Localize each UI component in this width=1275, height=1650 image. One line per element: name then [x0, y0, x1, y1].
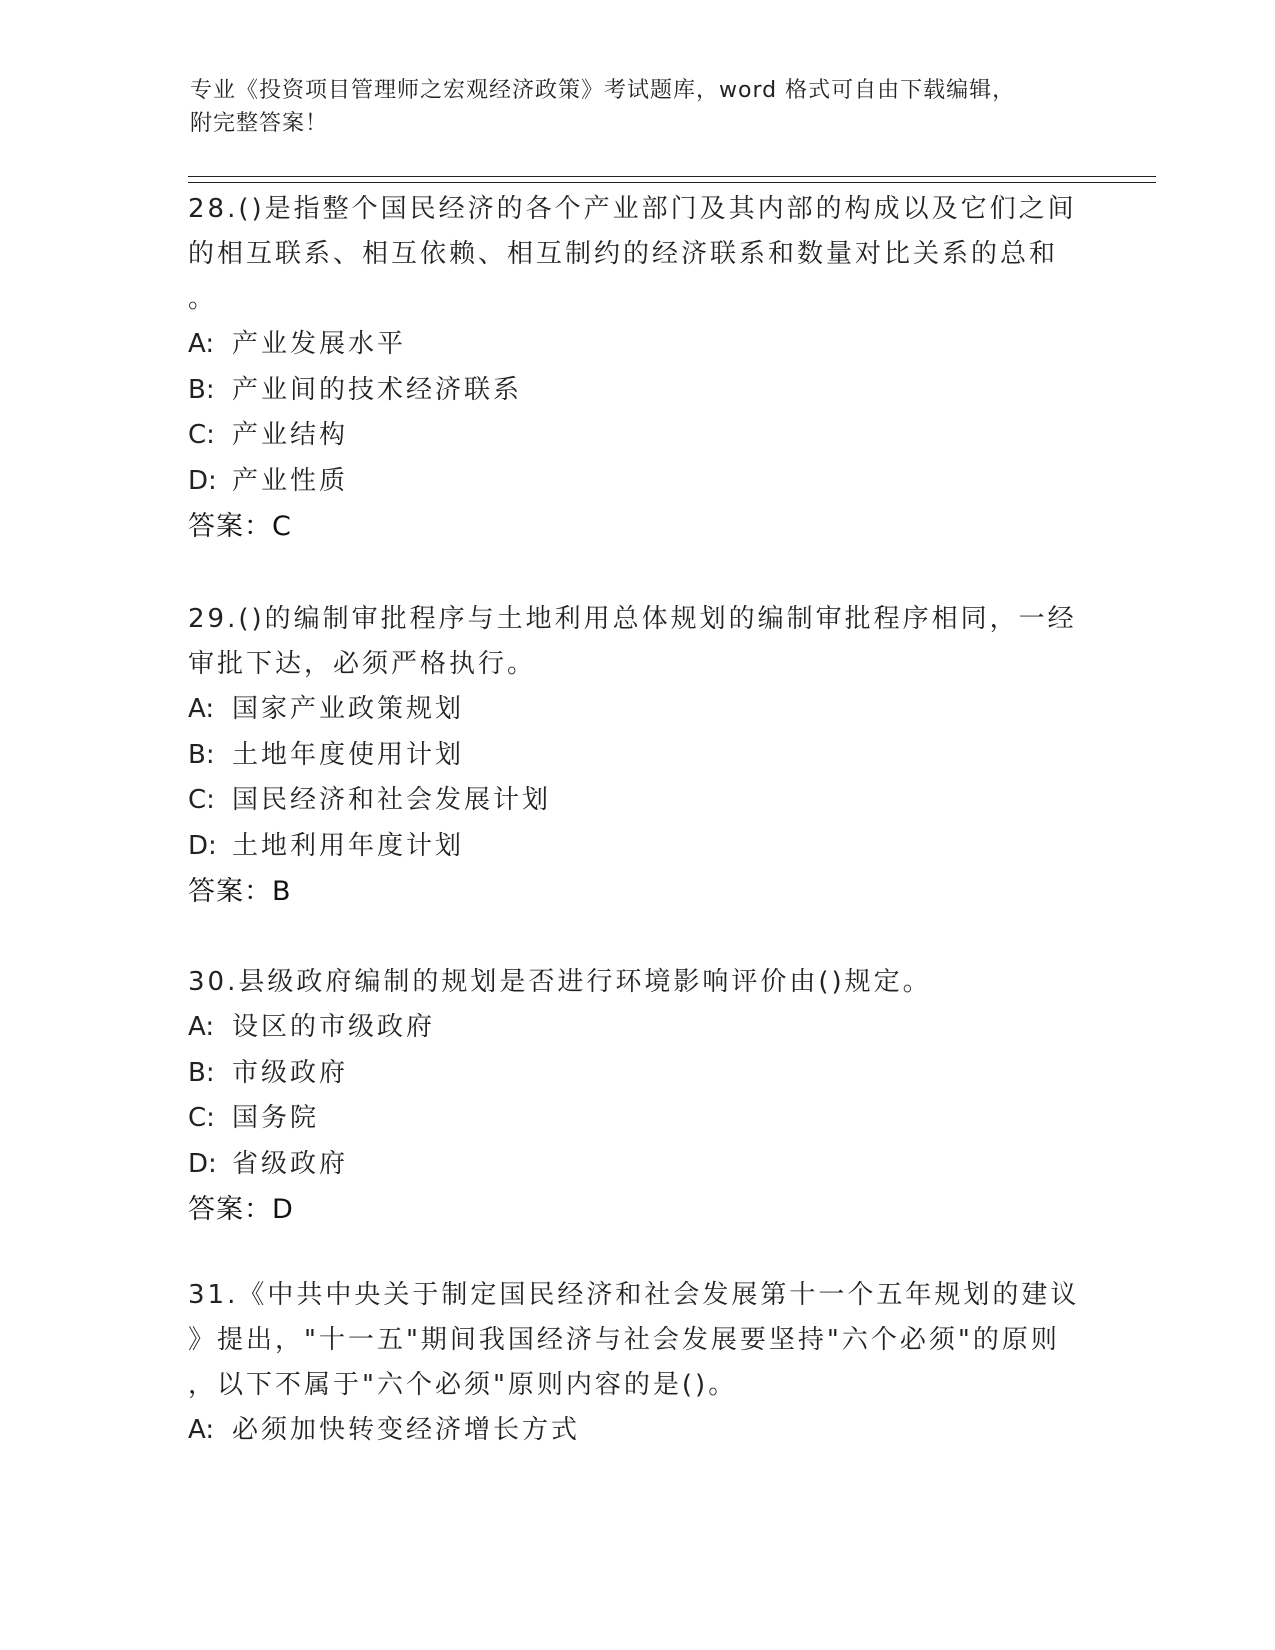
- option-text: 必须加快转变经济增长方式: [232, 1415, 581, 1445]
- option-letter: C:: [188, 785, 215, 815]
- option-d: [188, 1142, 1088, 1188]
- question-stem-line: 审批下达，必须严格执行。: [188, 649, 537, 679]
- option-letter: A:: [188, 1415, 215, 1445]
- option-d: [188, 824, 1088, 870]
- header-divider-bottom: [188, 182, 1156, 183]
- question-31: [188, 1273, 1088, 1454]
- option-text: 产业间的技术经济联系: [232, 374, 523, 405]
- option-c: [188, 1096, 1088, 1142]
- option-text: 设区的市级政府: [232, 1012, 436, 1042]
- option-d: [188, 459, 1088, 505]
- header-line-1: 专业《投资项目管理师之宏观经济政策》考试题库，word 格式可自由下载编辑，: [190, 78, 1016, 103]
- option-letter: C:: [188, 1103, 215, 1133]
- option-b: [188, 368, 1088, 414]
- question-stem-line: 。: [188, 284, 218, 314]
- question-stem-line: 29.()的编制审批程序与土地利用总体规划的编制审批程序相同，一经: [188, 604, 1077, 634]
- option-text: 产业性质: [232, 465, 349, 496]
- option-letter: B:: [188, 1057, 215, 1088]
- option-letter: B:: [188, 374, 215, 405]
- option-letter: D:: [188, 465, 217, 496]
- option-text: 土地利用年度计划: [232, 830, 465, 861]
- option-text: 产业结构: [232, 420, 349, 450]
- option-letter: A:: [188, 694, 215, 724]
- option-text: 国民经济和社会发展计划: [232, 785, 552, 815]
- option-letter: A:: [188, 1012, 215, 1042]
- option-b: [188, 1051, 1088, 1097]
- option-text: 省级政府: [232, 1148, 349, 1179]
- question-29: [188, 597, 1088, 914]
- option-letter: D:: [188, 830, 217, 861]
- question-stem-line: 31.《中共中央关于制定国民经济和社会发展第十一个五年规划的建议: [188, 1280, 1080, 1310]
- option-text: 国家产业政策规划: [232, 694, 465, 724]
- option-a: [188, 1005, 1088, 1051]
- answer-line: 答案：C: [188, 511, 292, 542]
- option-letter: B:: [188, 739, 215, 770]
- option-text: 市级政府: [232, 1057, 349, 1088]
- option-a: [188, 1408, 1088, 1454]
- option-b: [188, 733, 1088, 779]
- option-letter: A:: [188, 329, 215, 359]
- option-a: [188, 322, 1088, 368]
- option-a: [188, 687, 1088, 733]
- option-text: 国务院: [232, 1103, 320, 1133]
- question-stem-line: 28.()是指整个国民经济的各个产业部门及其内部的构成以及它们之间: [188, 194, 1077, 224]
- question-stem-line: 》提出，"十一五"期间我国经济与社会发展要坚持"六个必须"的原则: [188, 1325, 1060, 1355]
- option-text: 产业发展水平: [232, 329, 407, 359]
- option-letter: D:: [188, 1148, 217, 1179]
- header-divider-top: [188, 176, 1156, 177]
- option-text: 土地年度使用计划: [232, 739, 465, 770]
- question-stem-line: 30.县级政府编制的规划是否进行环境影响评价由()规定。: [188, 967, 932, 997]
- option-c: [188, 413, 1088, 459]
- option-letter: C:: [188, 420, 215, 450]
- answer-line: 答案：B: [188, 876, 292, 907]
- question-28: [188, 187, 1088, 549]
- question-30: [188, 960, 1088, 1232]
- question-stem-line: ，以下不属于"六个必须"原则内容的是()。: [188, 1370, 738, 1400]
- document-header: [190, 74, 1070, 140]
- question-stem-line: 的相互联系、相互依赖、相互制约的经济联系和数量对比关系的总和: [188, 239, 1059, 269]
- header-line-2: 附完整答案！: [190, 111, 329, 136]
- option-c: [188, 778, 1088, 824]
- answer-line: 答案：D: [188, 1194, 294, 1225]
